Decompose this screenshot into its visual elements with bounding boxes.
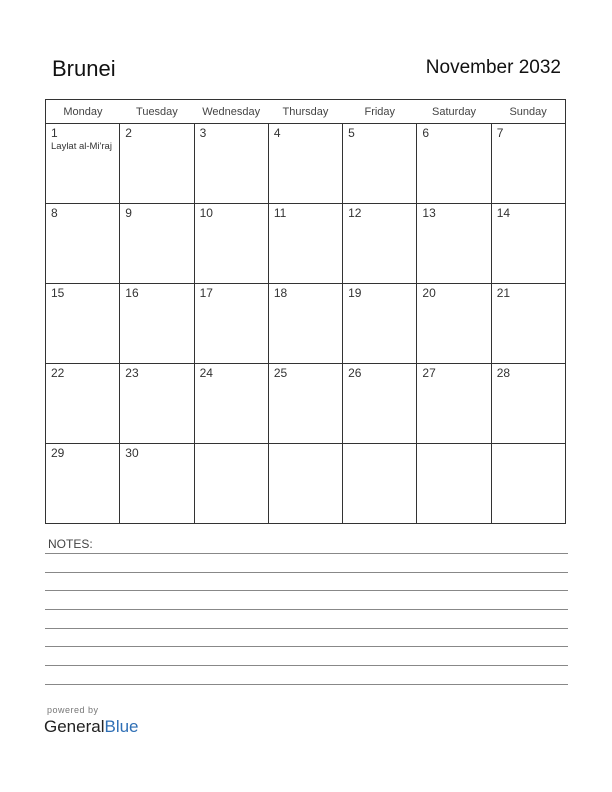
calendar-day-cell[interactable] — [491, 364, 565, 444]
calendar-day-cell[interactable] — [46, 204, 120, 284]
calendar-day-cell[interactable] — [120, 364, 194, 444]
day-number: 14 — [496, 206, 511, 220]
notes-line — [45, 609, 568, 610]
day-number: 28 — [496, 366, 511, 380]
day-number: 2 — [125, 126, 132, 140]
calendar-week-row — [46, 444, 566, 524]
calendar-month-title: November 2032 — [425, 57, 561, 78]
day-number: 8 — [51, 206, 58, 220]
calendar-day-cell[interactable] — [194, 124, 268, 204]
weekday-label: Saturday — [417, 100, 491, 124]
day-number: 17 — [199, 286, 213, 300]
calendar-day-cell[interactable] — [268, 364, 342, 444]
notes-line — [45, 553, 568, 554]
calendar-day-cell[interactable] — [194, 364, 268, 444]
calendar-day-cell[interactable] — [343, 364, 417, 444]
calendar-day-cell[interactable] — [268, 204, 342, 284]
day-number: 24 — [199, 366, 213, 380]
day-number: 27 — [422, 366, 436, 380]
day-number: 21 — [496, 286, 511, 300]
calendar-week-row — [46, 364, 566, 444]
calendar-day-cell[interactable] — [343, 124, 417, 204]
weekday-label: Monday — [46, 100, 120, 124]
day-number: 1 — [51, 126, 58, 140]
calendar-day-cell[interactable] — [194, 204, 268, 284]
day-number: 19 — [348, 286, 362, 300]
calendar-day-cell[interactable] — [268, 284, 342, 364]
day-number: 7 — [496, 126, 504, 140]
notes-line — [45, 572, 568, 573]
calendar-grid — [45, 99, 566, 524]
weekday-label: Friday — [343, 100, 417, 124]
brand-general: General — [44, 717, 105, 736]
day-number: 5 — [348, 126, 355, 140]
day-number: 6 — [422, 126, 430, 140]
day-number: 20 — [422, 286, 436, 300]
day-number: 26 — [348, 366, 362, 380]
day-number: 15 — [51, 286, 65, 300]
calendar-day-cell[interactable] — [491, 284, 565, 364]
day-number: 25 — [273, 366, 288, 380]
brand-logo[interactable] — [44, 717, 139, 737]
weekday-label: Thursday — [268, 100, 342, 124]
calendar-week-row — [46, 284, 566, 364]
calendar-day-cell[interactable] — [417, 364, 491, 444]
notes-line — [45, 646, 568, 647]
day-number: 16 — [125, 286, 139, 300]
calendar-day-cell[interactable] — [46, 124, 120, 204]
weekday-label: Wednesday — [194, 100, 268, 124]
calendar-day-cell[interactable] — [120, 444, 194, 524]
calendar-day-cell[interactable] — [343, 284, 417, 364]
day-number: 29 — [51, 446, 65, 460]
calendar-day-cell[interactable] — [194, 284, 268, 364]
weekday-header-row — [46, 100, 566, 124]
brand-blue: Blue — [104, 717, 139, 736]
notes-label: NOTES: — [48, 537, 93, 551]
powered-by-text: powered by — [47, 705, 99, 715]
day-number: 22 — [51, 366, 65, 380]
day-number: 18 — [273, 286, 288, 300]
calendar-day-cell[interactable] — [120, 284, 194, 364]
day-number: 9 — [125, 206, 132, 220]
calendar-day-cell[interactable] — [417, 204, 491, 284]
calendar-day-cell[interactable] — [46, 284, 120, 364]
calendar-country-title: Brunei — [52, 56, 116, 81]
calendar-day-cell[interactable] — [343, 204, 417, 284]
calendar-day-cell[interactable] — [417, 284, 491, 364]
calendar-day-cell[interactable] — [120, 204, 194, 284]
calendar-day-cell[interactable] — [343, 444, 417, 524]
calendar-day-cell[interactable] — [194, 444, 268, 524]
calendar-day-cell[interactable] — [268, 124, 342, 204]
calendar-day-cell[interactable] — [46, 444, 120, 524]
weekday-label: Sunday — [491, 100, 565, 124]
holiday-label: Laylat al-Mi'raj — [51, 141, 112, 152]
calendar-day-cell[interactable] — [491, 444, 565, 524]
notes-line — [45, 590, 568, 591]
day-number: 23 — [125, 366, 139, 380]
notes-line — [45, 684, 568, 685]
calendar-day-cell[interactable] — [491, 204, 565, 284]
day-number: 10 — [199, 206, 213, 220]
calendar-day-cell[interactable] — [46, 364, 120, 444]
calendar-day-cell[interactable] — [268, 444, 342, 524]
day-number: 3 — [199, 126, 207, 140]
day-number: 11 — [273, 206, 287, 220]
calendar-day-cell[interactable] — [417, 444, 491, 524]
calendar-day-cell[interactable] — [120, 124, 194, 204]
weekday-label: Tuesday — [120, 100, 194, 124]
calendar-week-row — [46, 204, 566, 284]
calendar-week-row — [46, 124, 566, 204]
calendar-day-cell[interactable] — [417, 124, 491, 204]
day-number: 13 — [422, 206, 436, 220]
day-number: 4 — [273, 126, 281, 140]
day-number: 30 — [125, 446, 139, 460]
notes-line — [45, 665, 568, 666]
calendar-day-cell[interactable] — [491, 124, 565, 204]
day-number: 12 — [348, 206, 362, 220]
notes-line — [45, 628, 568, 629]
